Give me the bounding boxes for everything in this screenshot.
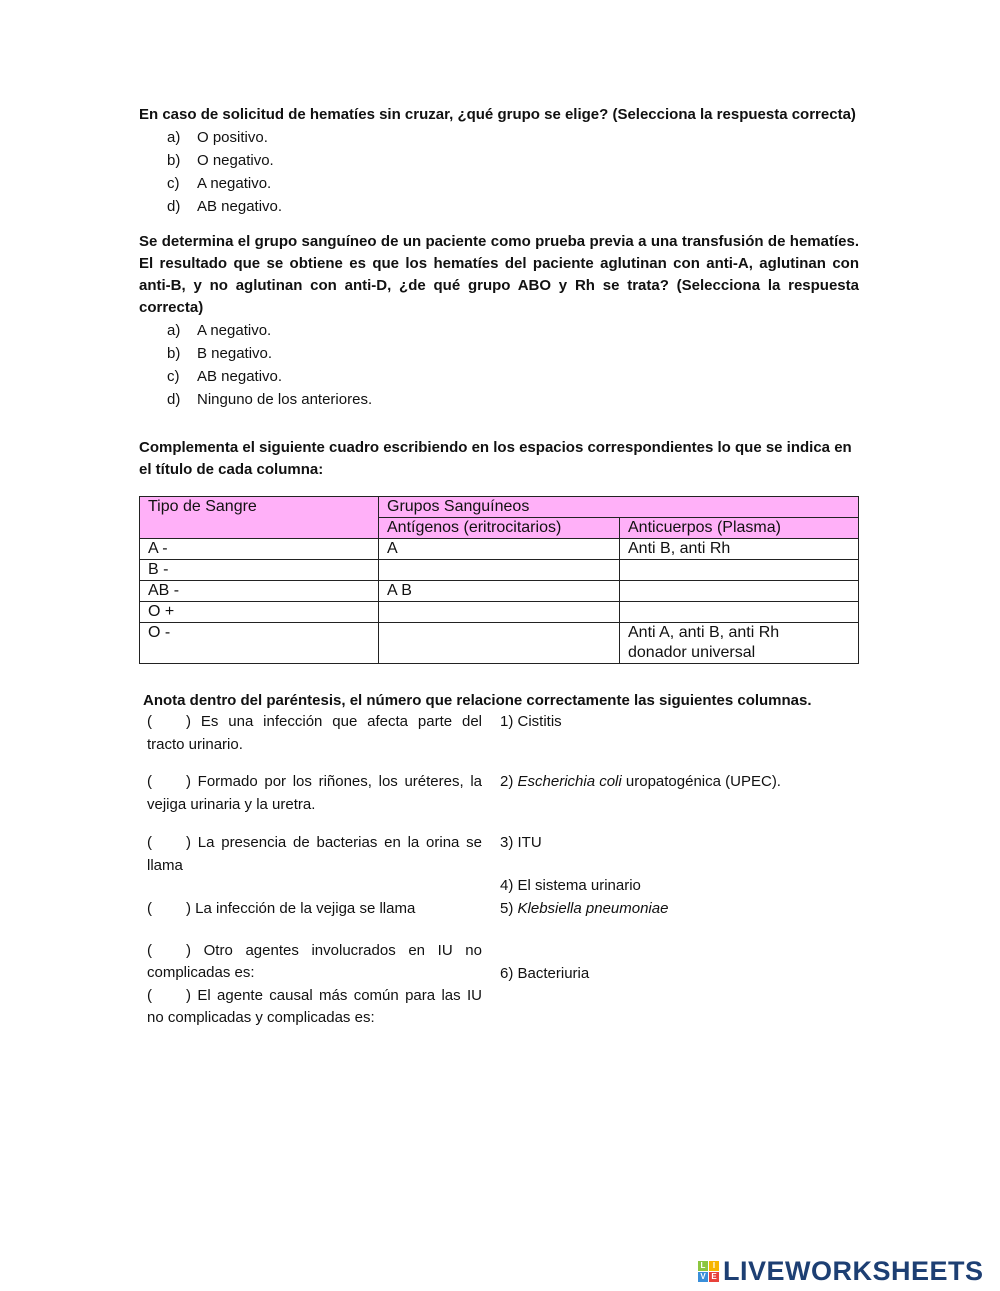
logo-cube-icon: L I V E bbox=[698, 1261, 719, 1282]
cell-antigenos: A B bbox=[379, 581, 620, 602]
logo-text: LIVEWORKSHEETS bbox=[723, 1256, 984, 1286]
antigenos-input[interactable] bbox=[387, 602, 611, 622]
header-anticuerpos: Anticuerpos (Plasma) bbox=[620, 518, 859, 539]
cell-anticuerpos-input-cell bbox=[620, 560, 859, 581]
question-3: Complementa el siguiente cuadro escribiendo en los espacios correspondientes lo que se indica en el título de cada columna: bbox=[139, 439, 852, 478]
match-item-3: ( ) La presencia de bacterias en la orina se llama bbox=[147, 834, 482, 874]
anticuerpos-input[interactable] bbox=[628, 560, 850, 580]
q2-option-c[interactable]: c) AB negativo. bbox=[167, 368, 283, 385]
question-2: Se determina el grupo sanguíneo de un paciente como prueba previa a una transfusión de hematíes. El resultado que se obtiene es que los hematíes del paciente aglutinan con anti-A, aglutinan con anti-B, y no aglutinan con anti-D, ¿de qué grupo ABO y Rh se trata? (Selecciona la respuesta correcta) bbox=[139, 233, 859, 316]
antigenos-input[interactable] bbox=[387, 623, 611, 643]
header-antigenos: Antígenos (eritrocitarios) bbox=[379, 518, 620, 539]
q2-option-b[interactable]: b) B negativo. bbox=[167, 345, 273, 362]
match-item-4: ( ) La infección de la vejiga se llama bbox=[147, 900, 416, 917]
option-2: 2) Escherichia coli uropatogénica (UPEC). bbox=[500, 773, 781, 790]
option-4: 4) El sistema urinario bbox=[500, 877, 641, 894]
match-item-2: ( ) Formado por los riñones, los uréteres, la vejiga urinaria y la uretra. bbox=[147, 773, 482, 813]
table-row bbox=[140, 560, 859, 581]
blood-group-table bbox=[139, 496, 859, 664]
cell-anticuerpos: Anti A, anti B, anti Rh donador universal bbox=[620, 623, 859, 664]
q2-options bbox=[167, 319, 372, 411]
anticuerpos-input[interactable] bbox=[628, 581, 850, 601]
q1-option-d[interactable]: d) AB negativo. bbox=[167, 198, 283, 215]
antigenos-input[interactable] bbox=[387, 560, 611, 580]
table-row bbox=[140, 623, 859, 664]
cell-antigenos: A bbox=[379, 539, 620, 560]
q1-option-b[interactable]: b) O negativo. bbox=[167, 152, 274, 169]
cell-tipo: O + bbox=[140, 602, 379, 623]
header-tipo: Tipo de Sangre bbox=[140, 497, 379, 539]
cell-tipo: AB - bbox=[140, 581, 379, 602]
table-row bbox=[140, 602, 859, 623]
cell-tipo: O - bbox=[140, 623, 379, 664]
cell-anticuerpos-input-cell bbox=[620, 581, 859, 602]
q2-option-a[interactable]: a) A negativo. bbox=[167, 322, 272, 339]
header-grupos: Grupos Sanguíneos bbox=[379, 497, 859, 518]
question-1: En caso de solicitud de hematíes sin cruzar, ¿qué grupo se elige? (Selecciona la respuesta correcta) bbox=[139, 106, 856, 123]
q1-options bbox=[167, 126, 282, 218]
cell-tipo: B - bbox=[140, 560, 379, 581]
option-3: 3) ITU bbox=[500, 834, 542, 851]
table-row bbox=[140, 539, 859, 560]
cell-tipo: A - bbox=[140, 539, 379, 560]
cell-anticuerpos-input-cell bbox=[620, 602, 859, 623]
cell-antigenos-input-cell bbox=[379, 560, 620, 581]
q2-option-d[interactable]: d) Ninguno de los anteriores. bbox=[167, 391, 373, 408]
match-item-5: ( ) Otro agentes involucrados en IU no complicadas es: bbox=[147, 942, 482, 981]
cell-antigenos-input-cell bbox=[379, 623, 620, 664]
question-4: Anota dentro del paréntesis, el número que relacione correctamente las siguientes columnas. bbox=[143, 692, 812, 709]
option-1: 1) Cistitis bbox=[500, 713, 562, 730]
option-6: 6) Bacteriuria bbox=[500, 965, 590, 982]
cell-anticuerpos: Anti B, anti Rh bbox=[620, 539, 859, 560]
cell-antigenos-input-cell bbox=[379, 602, 620, 623]
q1-option-c[interactable]: c) A negativo. bbox=[167, 175, 272, 192]
match-item-6: ( ) El agente causal más común para las IU no complicadas y complicadas es: bbox=[147, 987, 482, 1026]
match-item-1: ( ) Es una infección que afecta parte del tracto urinario. bbox=[147, 713, 482, 753]
option-5: 5) Klebsiella pneumoniae bbox=[500, 900, 669, 917]
anticuerpos-input[interactable] bbox=[628, 602, 850, 622]
table-row bbox=[140, 581, 859, 602]
liveworksheets-logo bbox=[698, 1256, 984, 1287]
q1-option-a[interactable]: a) O positivo. bbox=[167, 129, 268, 146]
